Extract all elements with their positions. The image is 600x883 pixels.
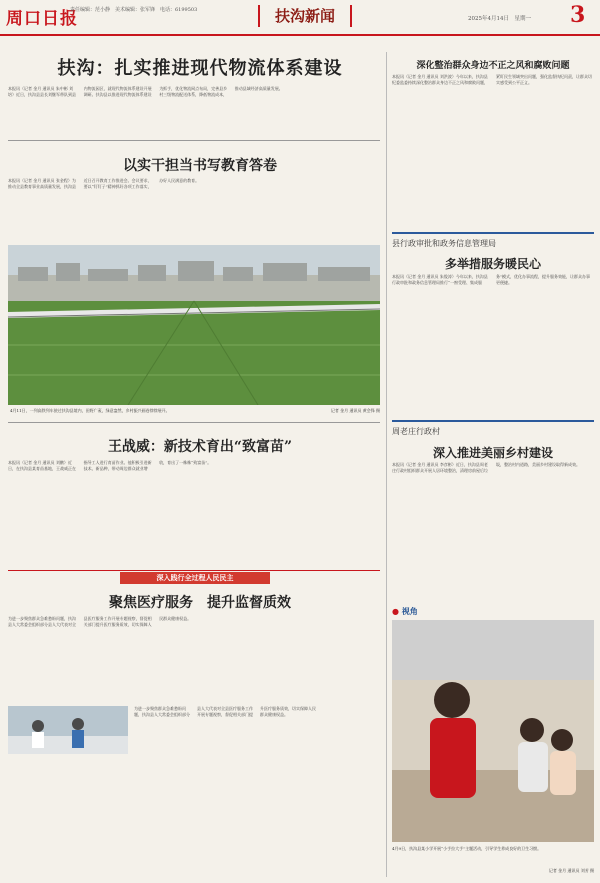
- lead-body: 本报讯（记者 金月 通讯员 朱中彬 刘培）近日，扶沟县县长刘继军带队到县内物流园区，就现代物流体系建设开展调研。扶沟县以推进现代物流体系建设为抓手，优化物流网点布局，完善县乡村三级物流配送体系，降低物流成本，推动县域经济高质量发展。: [8, 86, 283, 97]
- section-rule: [392, 232, 594, 234]
- wang-headline: 王战威：新技术育出“致富苗”: [107, 439, 293, 455]
- right-mid-section: 县行政审批和政务信息管理局: [392, 239, 496, 248]
- column-divider: [386, 52, 387, 877]
- right-mid-body: 本报讯（记者 金月 通讯员 朱俊涛）今年以来，扶沟县行政审批和政务信息管理局推行“一窗受理、集成服务”模式，优化办事流程，提升服务效能，让群众办事更便捷。: [392, 274, 591, 285]
- newspaper-logo: 周口日报: [6, 9, 78, 29]
- photo-caption: 4月11日，一列高铁列车驶过扶沟县境内，田野广袤，绿意盎然，乡村振兴画卷徐徐展开。: [10, 408, 170, 413]
- health-body-continued: 为进一步聚焦群众急难愁盼问题，扶沟县人大常委会组织部分县人大代表对全县医疗服务工作开展专题视察，督促相关部门提升医疗服务质效，切实保障人民群众健康权益。: [134, 706, 316, 717]
- divider: [8, 422, 380, 423]
- lead-headline: 扶沟：扎实推进现代物流体系建设: [57, 58, 343, 79]
- secretary-headline: 以实干担当书写教育答卷: [123, 158, 277, 174]
- lens-photo: [392, 620, 594, 842]
- lens-icon: ●: [392, 606, 399, 616]
- right-bottom-headline: 深入推进美丽乡村建设: [432, 446, 553, 460]
- lens-title: [392, 606, 418, 617]
- issue-date: 2025年4月14日 星期一: [468, 16, 531, 22]
- health-photo: [8, 706, 128, 754]
- health-image: [8, 706, 128, 754]
- lens-caption: 4月9日，扶沟县某小学开展“小手拉大手”主题活动，引导学生养成良好的卫生习惯。: [392, 846, 542, 851]
- right-mid-headline: 多举措服务暖民心: [444, 257, 541, 271]
- divider: [8, 140, 380, 141]
- health-body: 为进一步聚焦群众急难愁盼问题，扶沟县人大常委会组织部分县人大代表对全县医疗服务工作开展专题视察，督促相关部门提升医疗服务质效，切实保障人民群众健康权益。: [8, 616, 192, 627]
- health-headline: 聚焦医疗服务 提升监督质效: [109, 595, 291, 611]
- section-title: 扶沟新闻: [258, 5, 352, 27]
- lens-label: 视角: [401, 606, 418, 616]
- right-top-headline: 深化整治群众身边不正之风和腐败问题: [416, 61, 570, 71]
- editor-meta: 责任编辑：范小静 美术编辑：张军锋 电话：6199503: [70, 7, 198, 13]
- photo-credit: 记者 金月 通讯员 黄会锋 摄: [330, 408, 380, 413]
- page-number: 3: [570, 2, 586, 28]
- right-bottom-body: 本报讯（记者 金月 通讯员 李彦彬）近日，扶沟县周老庄行政村组织群众开展人居环境整治，清理房前屋后垃圾，整治村内道路，美丽乡村建设取得新成效。: [392, 462, 580, 473]
- right-top-body: 本报讯（记者 金月 通讯员 刘洪波）今年以来，扶沟县纪委监委持续深化整治群众身边不正之风和腐败问题，紧盯民生领域突出问题，强化监督执纪问责，让群众切实感受到公平正义。: [392, 74, 592, 85]
- right-bottom-section: 周老庄行政村: [392, 427, 440, 436]
- masthead: [0, 0, 600, 36]
- wang-body: 本报讯（记者 金月 通讯员 刘鹏）近日，在扶沟县某育苗基地，王战威正在指导工人进行育苗作业。他积极引进新技术、新品种，带动周边群众就业增收，育出了一株株“致富苗”。: [8, 460, 212, 471]
- lens-credit: 记者 金月 通讯员 刘芳 摄: [548, 868, 594, 873]
- train-field-photo: [8, 245, 380, 405]
- train-field-image: [8, 245, 380, 405]
- section-rule: [392, 420, 594, 422]
- lens-image: [392, 620, 594, 842]
- box-top-line: [8, 570, 380, 571]
- secretary-body: 本报讯（记者 金月 通讯员 张金程）为推动全县教育事业高质量发展，扶沟县近日召开教育工作推进会。会议要求，要以“钉钉子”精神抓好各项工作落实，办好人民满意的教育。: [8, 178, 200, 189]
- box-banner: 深入践行全过程人民民主: [120, 572, 270, 584]
